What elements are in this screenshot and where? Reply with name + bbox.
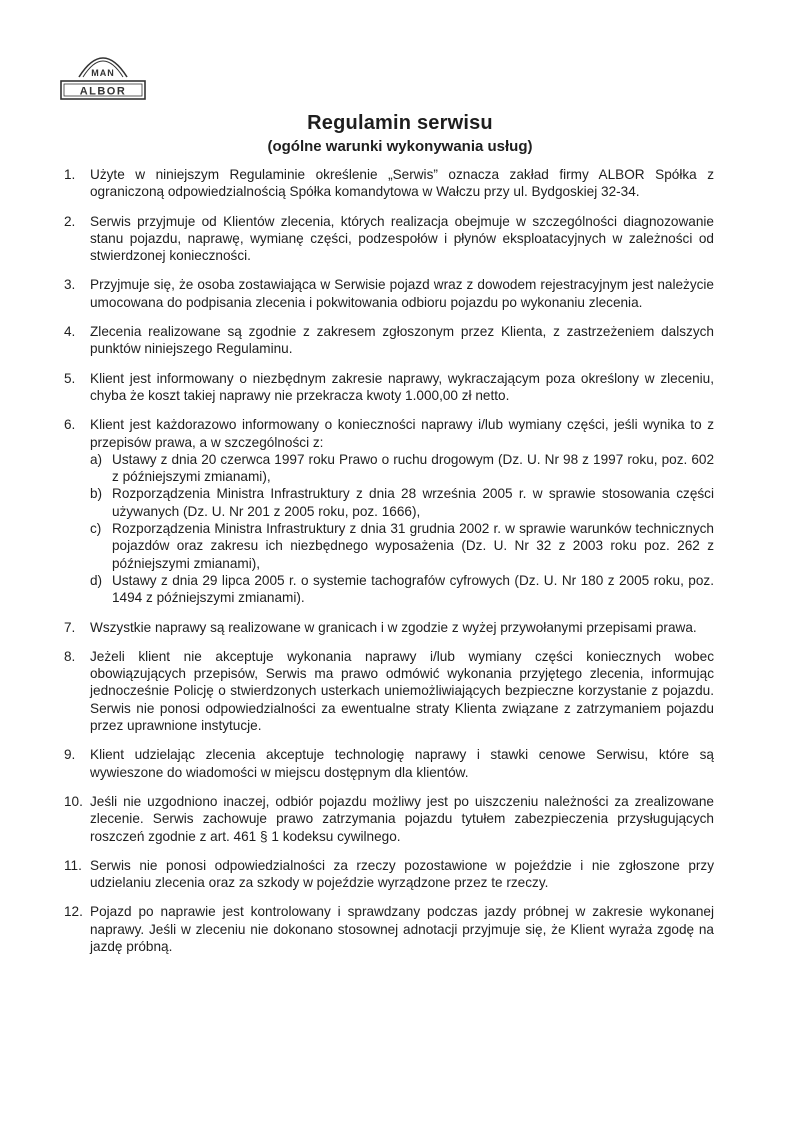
regulation-item <box>60 746 714 781</box>
regulation-item <box>60 276 714 311</box>
regulation-item <box>60 323 714 358</box>
regulations-list <box>60 166 714 967</box>
item-text: Użyte w niniejszym Regulaminie określenie „Serwis” oznacza zakład firmy ALBOR Spółka z ograniczoną odpowiedzialnością Spółka komandytowa w Wałczu przy ul. Bydgoskiej 32-34. <box>90 167 714 200</box>
sub-item <box>90 572 714 607</box>
sub-item-text: Rozporządzenia Ministra Infrastruktury z dnia 31 grudnia 2002 r. w sprawie warunków technicznych pojazdów oraz zakresu ich niezbędnego wyposażenia (Dz. U. Nr 32 z 2003 roku poz. 262 z późniejszymi zmianami), <box>112 521 714 571</box>
svg-text:ALBOR: ALBOR <box>79 85 127 98</box>
item-text: Serwis przyjmuje od Klientów zlecenia, których realizacja obejmuje w szczególności diagnozowanie stanu pojazdu, naprawę, wymianę części, podzespołów i płynów eksploatacyjnych w zależności od stwierdzonej konieczności. <box>90 213 714 264</box>
item-number: 10. <box>64 793 83 809</box>
logo-graphic <box>59 37 147 103</box>
item-number: 9. <box>64 747 76 763</box>
item-text: Pojazd po naprawie jest kontrolowany i sprawdzany podczas jazdy próbnej w zakresie wykonanej naprawy. Jeśli w zleceniu nie dokonano stosownej adnotacji przyjmuje się, że Klient wyraża zgodę na jazdę próbną. <box>90 904 714 954</box>
page-subtitle: (ogólne warunki wykonywania usług) <box>267 138 533 155</box>
man-albor-logo <box>59 37 147 103</box>
item-text: Klient udzielając zlecenia akceptuje technologię naprawy i stawki cenowe Serwisu, które są wywieszone do wiadomości w miejscu dostępnym dla klientów. <box>90 747 714 780</box>
item-text: Klient jest informowany o niezbędnym zakresie naprawy, wykraczającym poza określony w zleceniu, chyba że koszt takiej naprawy nie przekracza kwoty 1.000,00 zł netto. <box>90 370 714 403</box>
svg-text:MAN: MAN <box>91 68 115 78</box>
item-text: Jeśli nie uzgodniono inaczej, odbiór pojazdu możliwy jest po uiszczeniu należności za zrealizowane zlecenie. Serwis zachowuje prawo zatrzymania pojazdu tytułem zabezpieczenia przysługujących roszczeń zgodnie z art. 461 § 1 kodeksu cywilnego. <box>90 793 714 844</box>
item-number: 1. <box>64 167 76 182</box>
sub-item-text: Rozporządzenia Ministra Infrastruktury z dnia 28 września 2005 r. w sprawie stosowania części używanych (Dz. U. Nr 201 z 2005 roku, poz. 1666), <box>112 486 714 519</box>
item-number: 2. <box>64 213 76 229</box>
item-text: Klient jest każdorazowo informowany o konieczności naprawy i/lub wymiany części, jeśli wynika to z przepisów prawa, a w szczególności z: <box>90 417 714 450</box>
page-title: Regulamin serwisu <box>307 112 493 134</box>
item-number: 12. <box>64 904 83 920</box>
sub-item <box>90 451 714 486</box>
item-text: Wszystkie naprawy są realizowane w granicach i w zgodzie z wyżej przywołanymi przepisami prawa. <box>90 619 697 635</box>
item-number: 8. <box>64 648 76 664</box>
item-text: Zlecenia realizowane są zgodnie z zakresem zgłoszonym przez Klienta, z zastrzeżeniem dalszych punktów niniejszego Regulaminu. <box>90 324 714 357</box>
regulation-item <box>60 857 714 892</box>
sub-list <box>90 451 714 607</box>
item-number: 7. <box>64 619 76 635</box>
sub-item-letter: a) <box>90 451 103 467</box>
header <box>0 110 800 158</box>
sub-item <box>90 485 714 520</box>
item-text: Przyjmuje się, że osoba zostawiająca w Serwisie pojazd wraz z dowodem rejestracyjnym jest należycie umocowana do podpisania zlecenia i pokwitowania odbioru pojazdu po wykonaniu zlecenia. <box>90 277 714 310</box>
regulation-item <box>60 648 714 734</box>
regulation-item <box>60 166 714 201</box>
sub-item-letter: b) <box>90 486 103 502</box>
sub-item-text: Ustawy z dnia 29 lipca 2005 r. o systemie tachografów cyfrowych (Dz. U. Nr 180 z 2005 roku, poz. 1494 z późniejszymi zmianami). <box>112 572 714 606</box>
item-number: 6. <box>64 417 76 433</box>
item-text: Serwis nie ponosi odpowiedzialności za rzeczy pozostawione w pojeździe i nie zgłoszone przy udzielaniu zlecenia oraz za szkody w pojeździe wyrządzone przez te rzeczy. <box>90 857 714 891</box>
regulation-item <box>60 213 714 265</box>
sub-item-letter: d) <box>90 572 103 588</box>
regulation-item <box>60 793 714 845</box>
sub-item-text: Ustawy z dnia 20 czerwca 1997 roku Prawo o ruchu drogowym (Dz. U. Nr 98 z 1997 roku, poz. 602 z późniejszymi zmianami), <box>112 451 714 485</box>
sub-item-letter: c) <box>90 521 102 537</box>
regulation-item <box>60 416 714 606</box>
regulation-item <box>60 903 714 955</box>
item-number: 5. <box>64 370 76 386</box>
regulation-item <box>60 370 714 405</box>
item-number: 11. <box>64 857 82 873</box>
item-number: 3. <box>64 277 76 293</box>
item-number: 4. <box>64 324 76 340</box>
item-text: Jeżeli klient nie akceptuje wykonania naprawy i/lub wymiany części koniecznych wobec obowiązujących przepisów, Serwis ma prawo odmówić wykonania przyjętego zlecenia, informując jednocześnie Policję o stwierdzonych usterkach uniemożliwiających bezpieczne korzystanie z pojazdu. Serwis nie ponosi odpowiedzialności za ewentualne straty Klienta związane z zatrzymaniem pojazdu przez uprawnione instytucje. <box>90 648 714 734</box>
regulation-item <box>60 619 714 636</box>
sub-item <box>90 520 714 572</box>
